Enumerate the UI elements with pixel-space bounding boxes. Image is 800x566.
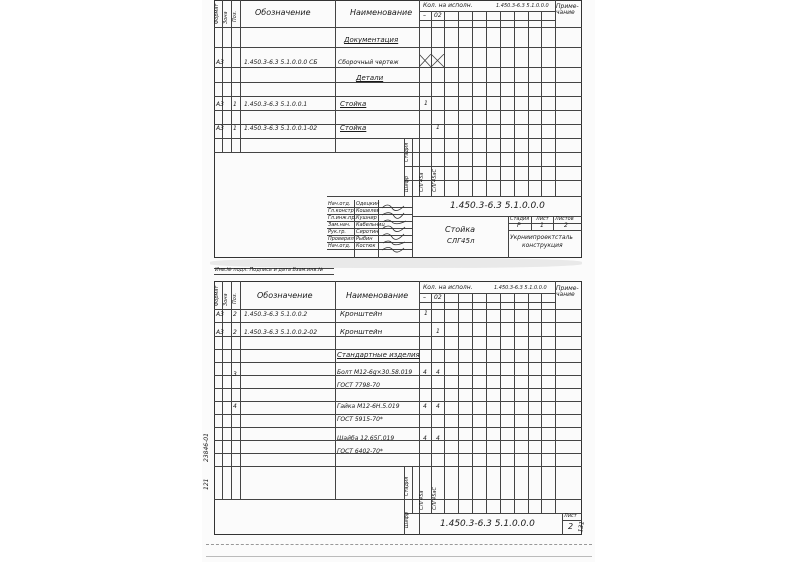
std-line1: Гайка М12-6Н.5.019 [337, 403, 400, 410]
tb-role: Зам.нач. [328, 222, 351, 228]
name-header: Наименование [346, 291, 409, 300]
std-qty1: 4 [423, 369, 427, 376]
row-name: Стойка [340, 124, 367, 132]
tb-code: 1.450.3-6.3 5.1.0.0.0 [450, 201, 545, 211]
crossed-cells [419, 54, 445, 67]
tb-stage: Р [517, 222, 521, 229]
corner-mark: 131 [577, 520, 586, 534]
tb-sheet: 1 [540, 222, 544, 229]
row-name: Кронштейн [340, 310, 383, 318]
tb-role: Нач.отд. [328, 201, 351, 207]
row-qty1: 1 [424, 100, 428, 107]
tb-role: Гл.констр. [328, 208, 356, 214]
vlabel-shifr: Шифр [404, 175, 410, 192]
zone-header: Зона [223, 293, 229, 306]
std-line2: ГОСТ 6402-70* [337, 448, 383, 455]
row-name: Кронштейн [340, 328, 383, 336]
tb-name: Одецкин [356, 201, 380, 207]
row-designation: 1.450.3-6.3 5.1.0.0.2 [244, 311, 308, 318]
tb-name: Костюк [356, 243, 376, 249]
pos-header: Поз. [232, 292, 238, 304]
pos-header: Поз. [232, 10, 238, 22]
row-designation: 1.450.3-6.3 5.1.0.0.2-02 [244, 329, 318, 336]
tb-role: Рук.гр. [328, 229, 346, 235]
qty-header: Кол. на исполн. [423, 2, 473, 9]
exec-dash: – [423, 12, 426, 19]
margin-page: 121 [203, 478, 210, 490]
designation-header: Обозначение [257, 291, 313, 300]
row-format: А3 [216, 125, 224, 132]
vlabel-stadia: Стадия [404, 142, 410, 162]
std-qty2: 4 [436, 435, 440, 442]
tb-org2: конструкция [522, 242, 563, 249]
bottom-code: 1.450.3-6.3 5.1.0.0.0 [440, 519, 535, 529]
doc-code-header: 1.450.3-6.3 5.1.0.0.0 [496, 3, 549, 9]
row-designation: 1.450.3-6.3 5.1.0.0.1-02 [244, 125, 318, 132]
section-documentation: Документация [344, 36, 399, 44]
std-qty1: 4 [423, 403, 427, 410]
exec-02: 02 [434, 294, 442, 301]
vlabel-stadia: Стадия [404, 476, 410, 496]
tb-name-line1: Стойка [445, 225, 476, 234]
remark-header: Приме-чание [556, 285, 579, 298]
vlabel-shifr: Шифр [404, 511, 410, 528]
std-qty1: 4 [423, 435, 427, 442]
std-line1: Шайба 12.65Г.019 [337, 435, 395, 442]
exec-dash: – [423, 294, 426, 301]
row-pos: 2 [233, 311, 237, 318]
row-format: А3 [216, 101, 224, 108]
tb-name: Кушнир [356, 215, 377, 221]
row-name: Стойка [340, 100, 367, 108]
row-pos: 1 [233, 101, 237, 108]
tb-name: Сиротин [356, 229, 379, 235]
std-pos: 4 [233, 403, 237, 410]
exec-02: 02 [434, 12, 442, 19]
vlabel-slg45a: СЛГ45а [419, 172, 425, 192]
std-line2: ГОСТ 7798-70 [337, 382, 380, 389]
tb-name-line2: СЛГ45л [447, 237, 475, 245]
doc-code-header: 1.450.3-6.3 5.1.0.0.0 [494, 285, 547, 291]
tb-role: Нач.отд. [328, 243, 351, 249]
stamp-strip: Инв.№ подл. Подпись и дата Взам.инв.№ [215, 267, 324, 273]
tb-role: Проверил [328, 236, 354, 242]
signatures-icon [380, 202, 410, 254]
row-pos: 2 [233, 329, 237, 336]
row-qty1: 1 [424, 310, 428, 317]
qty-header: Кол. на исполн. [423, 284, 473, 291]
std-line1: Болт М12-6g×30.58.019 [337, 369, 413, 376]
std-qty2: 4 [436, 403, 440, 410]
tb-name: Кошелев [356, 208, 380, 214]
row-format: А3 [216, 59, 224, 66]
std-pos: 3 [233, 371, 237, 378]
std-qty2: 4 [436, 369, 440, 376]
tb-org1: Укрниипроектсталь [510, 234, 573, 241]
row-qty2: 1 [436, 328, 440, 335]
tb-sheets-header: Листов [555, 216, 574, 222]
designation-header: Обозначение [255, 8, 311, 17]
vlabel-slg45a: СЛГ45а [419, 490, 425, 510]
row-format: А3 [216, 311, 224, 318]
zone-header: Зона [223, 11, 229, 24]
name-header: Наименование [350, 8, 413, 17]
margin-album: 23846-01 [203, 433, 210, 462]
vlabel-slg45ac: СЛГ45аС [432, 487, 438, 510]
tb-sheet-header: Лист [536, 216, 549, 222]
row-qty2: 1 [436, 124, 440, 131]
format-header: Формат [214, 3, 220, 24]
remark-header: Приме-чание [556, 3, 579, 16]
sheet-number: 2 [568, 522, 574, 531]
sheet-label: Лист [564, 513, 577, 519]
tb-role: Гл.инж.пр. [328, 215, 357, 221]
tb-name: Кабельниц [356, 222, 385, 228]
format-header: Формат [214, 285, 220, 306]
row-pos: 1 [233, 125, 237, 132]
section-standard-items: Стандартные изделия [337, 351, 420, 359]
row-designation: 1.450.3-6.3 5.1.0.0.1 [244, 101, 308, 108]
vlabel-slg45ac: СЛГ45аС [432, 169, 438, 192]
row-format: А3 [216, 329, 224, 336]
section-parts: Детали [356, 74, 384, 82]
row-name: Сборочный чертеж [338, 59, 399, 66]
std-line2: ГОСТ 5915-70* [337, 416, 383, 423]
tb-stage-header: Стадия [510, 216, 530, 222]
row-designation: 1.450.3-6.3 5.1.0.0.0 СБ [244, 59, 318, 66]
tb-sheets: 2 [564, 222, 568, 229]
tb-name: Рыбин [356, 236, 373, 242]
